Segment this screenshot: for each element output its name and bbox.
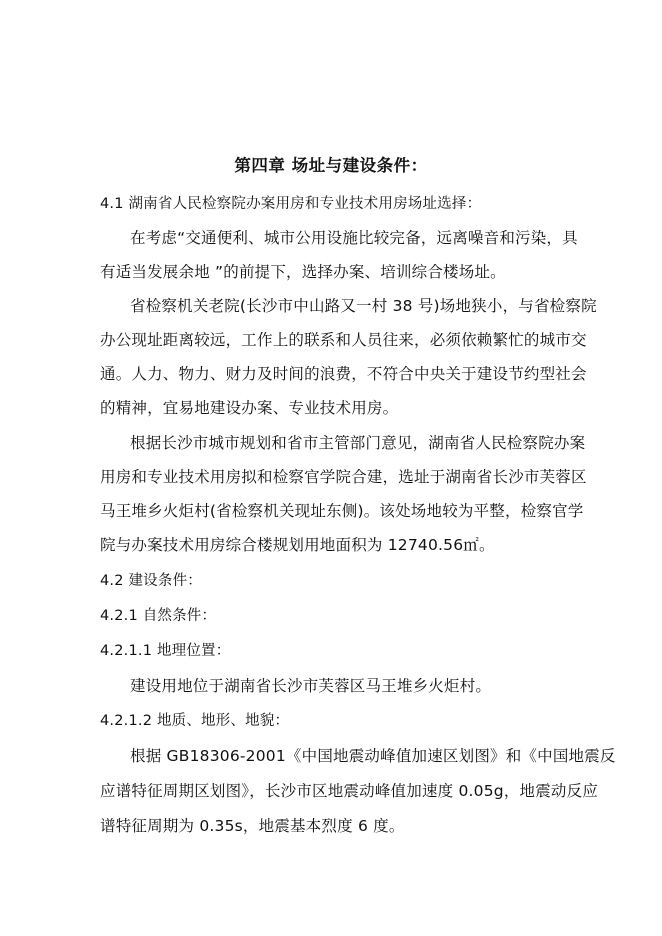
paragraph-3-line-2: 用房和专业技术用房拟和检察官学院合建，选址于湖南省长沙市芙蓉区 bbox=[100, 468, 587, 486]
paragraph-1-line-1: 在考虑“交通便利、城市公用设施比较完备，远离噪音和污染，具 bbox=[130, 229, 578, 247]
section-4-1-heading: 4.1 湖南省人民检察院办案用房和专业技术用房场址选择： bbox=[100, 196, 482, 212]
paragraph-2-line-1: 省检察机关老院(长沙市中山路又一村 38 号)场地狭小，与省检察院 bbox=[130, 297, 597, 315]
chapter-title: 第四章 场址与建设条件： bbox=[234, 156, 428, 175]
paragraph-3-line-1: 根据长沙市城市规划和省市主管部门意见，湖南省人民检察院办案 bbox=[130, 434, 586, 452]
section-4-2-1-2-heading: 4.2.1.2 地质、地形、地貌： bbox=[100, 713, 290, 729]
paragraph-2-line-4: 的精神，宜易地建设办案、专业技术用房。 bbox=[100, 399, 399, 417]
paragraph-3-line-3: 马王堆乡火炬村(省检察机关现址东侧)。该处场地较为平整，检察官学 bbox=[100, 502, 584, 520]
paragraph-3-line-4: 院与办案技术用房综合楼规划用地面积为 12740.56㎡。 bbox=[100, 536, 495, 554]
paragraph-1-line-2: 有适当发展余地 ”的前提下，选择办案、培训综合楼场址。 bbox=[100, 263, 506, 281]
section-4-2-heading: 4.2 建设条件： bbox=[100, 573, 202, 589]
geology-paragraph-line-3: 谱特征周期为 0.35s，地震基本烈度 6 度。 bbox=[100, 817, 405, 835]
location-paragraph: 建设用地位于湖南省长沙市芙蓉区马王堆乡火炬村。 bbox=[130, 677, 492, 695]
section-4-2-1-heading: 4.2.1 自然条件： bbox=[100, 608, 217, 624]
section-4-2-1-1-heading: 4.2.1.1 地理位置： bbox=[100, 643, 231, 659]
paragraph-2-line-3: 通。人力、物力、财力及时间的浪费，不符合中央关于建设节约型社会 bbox=[100, 365, 587, 383]
paragraph-2-line-2: 办公现址距离较远，工作上的联系和人员往来，必须依赖繁忙的城市交 bbox=[100, 331, 587, 349]
geology-paragraph-line-1: 根据 GB18306-2001《中国地震动峰值加速区划图》和《中国地震反 bbox=[130, 747, 616, 765]
geology-paragraph-line-2: 应谱特征周期区划图》，长沙市区地震动峰值加速度 0.05g，地震动反应 bbox=[100, 782, 599, 800]
